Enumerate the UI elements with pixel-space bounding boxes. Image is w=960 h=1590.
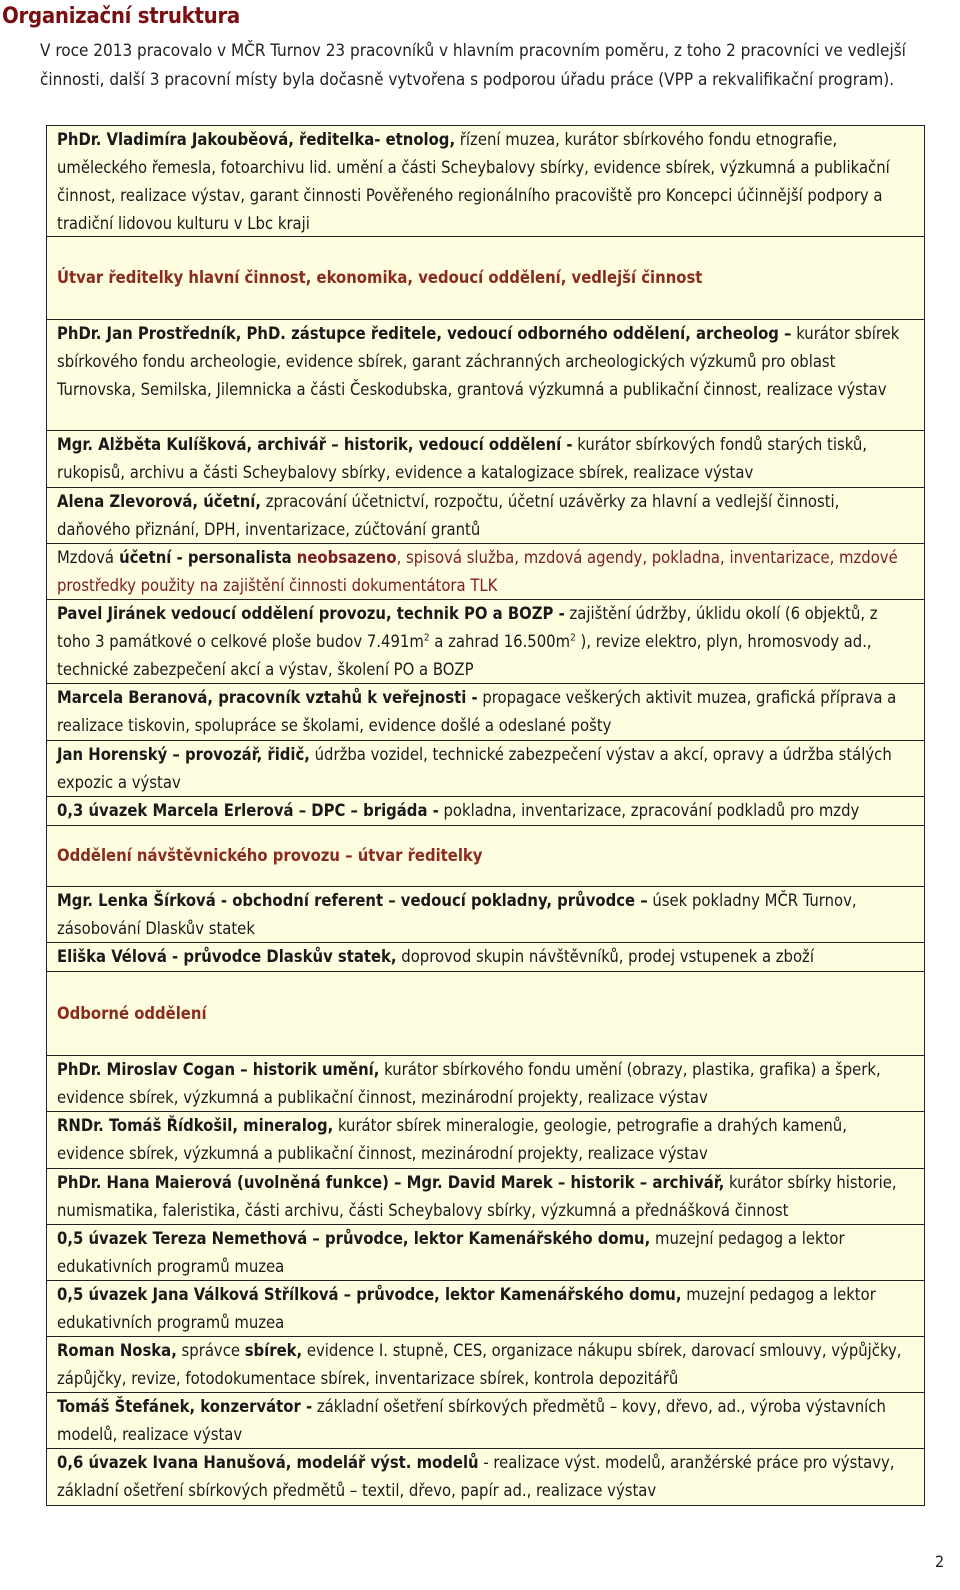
staff-row-pr — [46, 684, 925, 741]
staff-title-plain: Mzdová — [57, 548, 114, 567]
staff-duties: ), revize elektro, plyn, hromosvody ad., technické zabezpečení akcí a výstav, školení PO a BOZP — [57, 632, 872, 679]
staff-duties: muzejní pedagog a lektor edukativních programů muzea — [57, 1285, 876, 1332]
vacancy-label: neobsazeno — [291, 548, 397, 567]
staff-row-deputy — [46, 320, 925, 431]
staff-name: Jan Horenský – provozář, řidič, — [57, 745, 310, 764]
staff-row-conservator — [46, 1393, 925, 1449]
staff-name: Roman Noska, — [57, 1341, 177, 1360]
staff-duties: řízení muzea, kurátor sbírkového fondu etnografie, uměleckého řemesla, fotoarchivu lid. umění a části Scheybalovy sbírky, evidence sbírek, výzkumná a publikační činnost, realizace výstav, garant činnosti Pověřeného regionálního pracoviště pro Koncepci účinnější podpory a tradiční lidovou kulturu v Lbc kraji — [57, 130, 890, 233]
staff-name: PhDr. Hana Maierová (uvolněná funkce) – Mgr. David Marek – historik – archivář, — [57, 1173, 725, 1192]
org-structure-table — [46, 125, 925, 1506]
section-header-directorate — [46, 237, 925, 320]
staff-role: sbírek, — [244, 1341, 303, 1360]
staff-duties: pokladna, inventarizace, zpracování podkladů pro mzdy — [438, 801, 860, 820]
staff-name: PhDr. Miroslav Cogan – historik umění, — [57, 1060, 380, 1079]
staff-name: Alena Zlevorová, účetní, — [57, 492, 262, 511]
staff-name: 0,6 úvazek Ivana Hanušová, modelář výst. modelů — [57, 1453, 479, 1472]
staff-duties: kurátor sbírkových fondů starých tisků, rukopisů, archivu a části Scheybalovy sbírky, evidence a katalogizace sbírek, realizace výstav — [57, 435, 867, 482]
staff-name: Tomáš Štefánek, konzervátor - — [57, 1397, 313, 1416]
section-header-expert — [46, 972, 925, 1056]
staff-duties: evidence I. stupně, CES, organizace nákupu sbírek, darovací smlouvy, výpůjčky, zápůjčky, revize, fotodokumentace sbírek, inventarizace sbírek, kontrola depozitářů — [57, 1341, 902, 1388]
staff-name: 0,5 úvazek Tereza Nemethová – průvodce, lektor Kamenářského domu, — [57, 1229, 651, 1248]
section-title: Odborné oddělení — [57, 1003, 207, 1023]
section-title: Oddělení návštěvnického provozu – útvar ředitelky — [57, 846, 483, 865]
staff-duties: kurátor sbírek mineralogie, geologie, petrografie a drahých kamenů, evidence sbírek, výzkumná a publikační činnost, mezinárodní projekty, realizace výstav — [57, 1116, 847, 1163]
staff-name: RNDr. Tomáš Řídkošil, mineralog, — [57, 1116, 334, 1135]
staff-duties: doprovod skupin návštěvníků, prodej vstupenek a zboží — [396, 947, 814, 966]
staff-name: Pavel Jiránek vedoucí oddělení provozu, technik PO a BOZP - — [57, 604, 565, 623]
staff-duties: základní ošetření sbírkových předmětů – kovy, dřevo, ad., výroba výstavních modelů, realizace výstav — [57, 1397, 886, 1444]
staff-duties: kurátor sbírkového fondu umění (obrazy, plastika, grafika) a šperk, evidence sbírek, výzkumná a publikační činnost, mezinárodní projekty, realizace výstav — [57, 1060, 881, 1107]
staff-name: Mgr. Lenka Šírková - obchodní referent – vedoucí pokladny, průvodce – — [57, 891, 648, 910]
staff-row-accountant — [46, 488, 925, 544]
staff-row-guide — [46, 943, 925, 972]
page-title: Organizační struktura — [2, 4, 240, 29]
staff-row-historian — [46, 1169, 925, 1225]
page-number: 2 — [935, 1552, 945, 1571]
staff-duties: muzejní pedagog a lektor edukativních programů muzea — [57, 1229, 845, 1276]
staff-row-art-historian — [46, 1056, 925, 1112]
staff-duties: údržba vozidel, technické zabezpečení výstav a akcí, opravy a údržba stálých expozic a výstav — [57, 745, 892, 792]
staff-duties: správce — [176, 1341, 245, 1360]
staff-row-brigade — [46, 797, 925, 826]
staff-name: Eliška Vélová - průvodce Dlaskův statek, — [57, 947, 397, 966]
staff-row-lecturer-1 — [46, 1225, 925, 1281]
staff-row-archivist — [46, 431, 925, 488]
staff-row-cashier — [46, 887, 925, 943]
staff-row-collections-admin — [46, 1337, 925, 1393]
staff-name: 0,3 úvazek Marcela Erlerová – DPC – brigáda - — [57, 801, 439, 820]
superscript: 2 — [570, 632, 576, 644]
staff-duties: zpracování účetnictví, rozpočtu, účetní uzávěrky za hlavní a vedlejší činnosti, daňového přiznání, DPH, inventarizace, zúčtování grantů — [57, 492, 840, 539]
staff-name: PhDr. Vladimíra Jakouběová, ředitelka- etnolog, — [57, 130, 456, 149]
staff-duties: kurátor sbírky historie, numismatika, faleristika, části archivu, části Scheybalovy sbírky, výzkumná a přednášková činnost — [57, 1173, 897, 1220]
staff-row-mineralogist — [46, 1112, 925, 1169]
staff-row-modeller — [46, 1449, 925, 1506]
staff-duties: kurátor sbírek sbírkového fondu archeologie, evidence sbírek, garant záchranných archeologických výzkumů pro oblast Turnovska, Semilska, Jilemnicka a části Českodubska, grantová výzkumná a publikační činnost, realizace výstav — [57, 324, 900, 399]
staff-name: 0,5 úvazek Jana Válková Střílková – průvodce, lektor Kamenářského domu, — [57, 1285, 682, 1304]
staff-duties: - realizace výst. modelů, aranžérské práce pro výstavy, základní ošetření sbírkových předmětů – textil, dřevo, papír ad., realizace výstav — [57, 1453, 895, 1500]
intro-paragraph: V roce 2013 pracovalo v MČR Turnov 23 pracovníků v hlavním pracovním poměru, z toho 2 pracovníci ve vedlejší činnosti, další 3 pracovní místy byla dočasně vytvořena s podporou úřadu práce (VPP a rekvalifikační program). — [40, 41, 906, 90]
staff-row-lecturer-2 — [46, 1281, 925, 1337]
staff-row-operations — [46, 600, 925, 684]
section-title: Útvar ředitelky hlavní činnost, ekonomika, vedoucí oddělení, vedlejší činnost — [57, 268, 703, 287]
staff-duties: úsek pokladny MČR Turnov, zásobování Dlaskův statek — [57, 891, 857, 938]
staff-row-director — [46, 126, 925, 237]
staff-duties: , spisová služba, mzdová agendy, pokladna, inventarizace, mzdové prostředky použity na zajištění činnosti dokumentátora TLK — [57, 548, 898, 595]
staff-name: PhDr. Jan Prostředník, PhD. zástupce ředitele, vedoucí odborného oddělení, archeolog – — [57, 324, 792, 343]
staff-duties: propagace veškerých aktivit muzea, grafická příprava a realizace tiskovin, spolupráce se školami, evidence došlé a odeslané pošty — [57, 688, 897, 735]
staff-row-payroll — [46, 544, 925, 600]
staff-duties: a zahrad 16.500m — [429, 632, 571, 651]
staff-row-driver — [46, 741, 925, 797]
staff-name: Mgr. Alžběta Kulíšková, archivář – historik, vedoucí oddělení - — [57, 435, 573, 454]
section-header-visitors — [46, 826, 925, 887]
staff-name: Marcela Beranová, pracovník vztahů k veřejnosti - — [57, 688, 478, 707]
staff-duties: zajištění údržby, úklidu okolí (6 objektů, z toho 3 památkové o celkové ploše budov 7.491m — [57, 604, 878, 651]
superscript: 2 — [423, 632, 430, 644]
staff-name: účetní - personalista — [114, 548, 292, 567]
